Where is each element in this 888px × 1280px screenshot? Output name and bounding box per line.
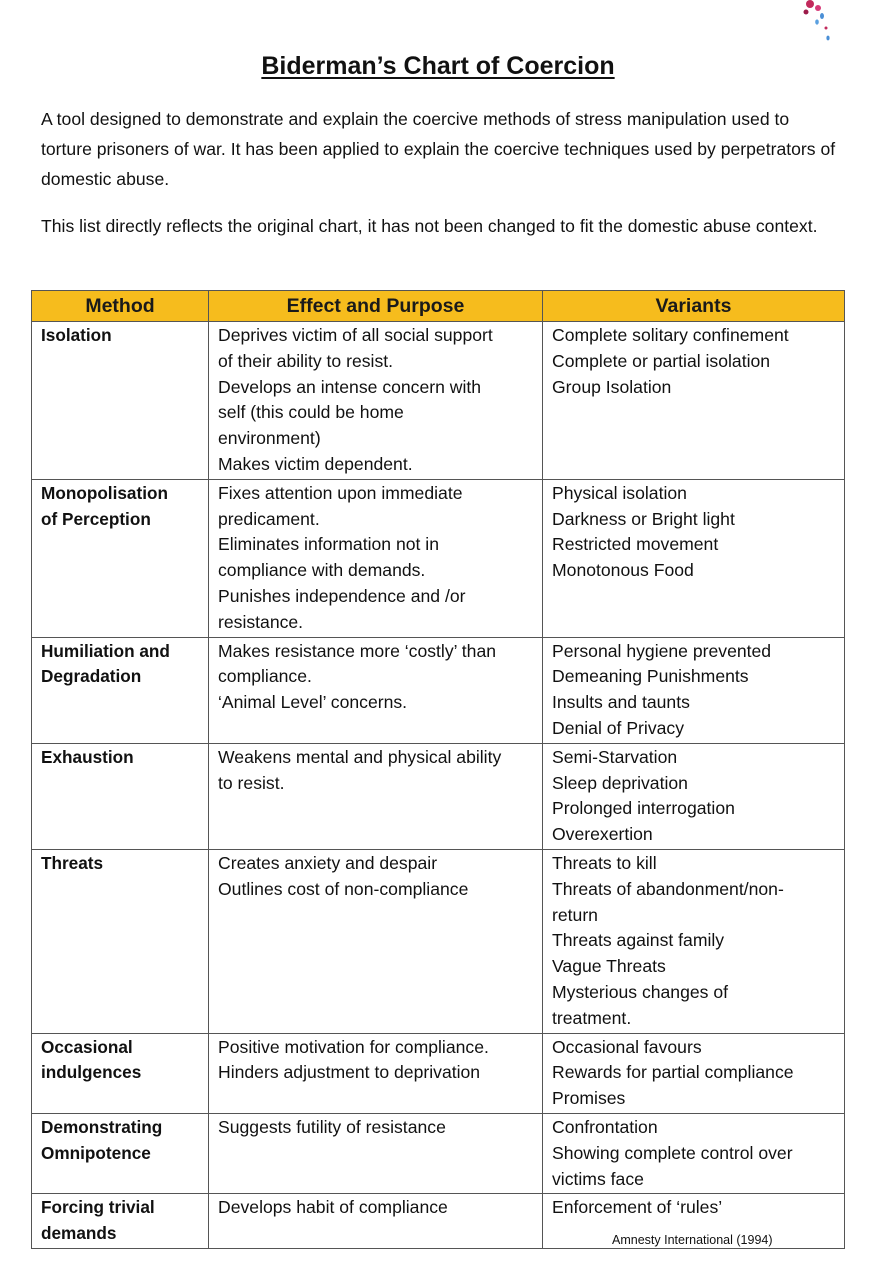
effect-cell [209, 479, 543, 637]
effect-line: Develops an intense concern with [218, 376, 482, 397]
variants-line: Overexertion [552, 824, 653, 845]
table-row [32, 322, 845, 480]
table-body [32, 322, 845, 1249]
variants-line: Threats against family [552, 930, 725, 951]
effect-line: compliance. [218, 666, 312, 687]
context-note: This list directly reflects the original chart, it has not been changed to fit the domestic abuse context. [41, 216, 818, 236]
variants-line: Semi-Starvation [552, 746, 678, 767]
effect-line: compliance with demands. [218, 560, 426, 581]
variants-line: Restricted movement [552, 534, 719, 555]
method-cell [32, 743, 209, 849]
variants-cell [543, 1033, 845, 1113]
floral-decoration-icon [788, 0, 848, 50]
method-cell [32, 479, 209, 637]
variants-line: Enforcement of ‘rules’ [552, 1197, 723, 1218]
table-row [32, 743, 845, 849]
effect-cell [209, 743, 543, 849]
variants-line: Darkness or Bright light [552, 508, 735, 529]
coercion-chart-table [31, 290, 845, 1249]
variants-line: Threats of abandonment/non- [552, 878, 784, 899]
variants-line: Vague Threats [552, 956, 666, 977]
effect-line: Makes resistance more ‘costly’ than [218, 640, 497, 661]
effect-line: Creates anxiety and despair [218, 852, 438, 873]
effect-line: Punishes independence and /or [218, 585, 466, 606]
effect-line: Hinders adjustment to deprivation [218, 1062, 481, 1083]
table-row [32, 479, 845, 637]
header-effect-and-purpose: Effect and Purpose [209, 291, 543, 322]
effect-line: resistance. [218, 611, 304, 632]
effect-line: Fixes attention upon immediate [218, 482, 463, 503]
variants-line: treatment. [552, 1007, 632, 1028]
effect-cell [209, 1113, 543, 1193]
variants-line: Demeaning Punishments [552, 666, 749, 687]
method-line: demands [41, 1223, 117, 1244]
variants-line: Complete solitary confinement [552, 325, 789, 345]
effect-line: Develops habit of compliance [218, 1197, 448, 1218]
variants-line: Complete or partial isolation [552, 350, 771, 371]
variants-line: Denial of Privacy [552, 717, 685, 738]
effect-line: Suggests futility of resistance [218, 1116, 446, 1137]
effect-line: ‘Animal Level’ concerns. [218, 692, 408, 713]
effect-cell [209, 1194, 543, 1249]
source-citation: Amnesty International (1994) [612, 1233, 773, 1247]
table-row [32, 849, 845, 1033]
effect-line: predicament. [218, 508, 320, 529]
variants-line: Mysterious changes of [552, 981, 729, 1002]
method-line: Degradation [41, 666, 142, 687]
variants-line: return [552, 904, 598, 925]
method-line: Isolation [41, 325, 112, 345]
table-row [32, 1113, 845, 1193]
variants-line: Confrontation [552, 1116, 658, 1137]
effect-line: to resist. [218, 772, 285, 793]
effect-cell [209, 322, 543, 480]
variants-line: Occasional favours [552, 1036, 702, 1057]
document-title: Biderman’s Chart of Coercion [261, 52, 615, 80]
method-cell [32, 849, 209, 1033]
effect-line: environment) [218, 428, 321, 449]
method-cell [32, 1033, 209, 1113]
method-line: indulgences [41, 1062, 142, 1083]
method-cell [32, 322, 209, 480]
method-line: Occasional [41, 1036, 133, 1057]
variants-line: Group Isolation [552, 376, 672, 397]
header-variants: Variants [543, 291, 845, 322]
method-line: Forcing trivial [41, 1197, 155, 1218]
intro-paragraph: A tool designed to demonstrate and explain the coercive methods of stress manipulation used to torture prisoners of war. It has been applied to explain the coercive techniques used by perpetrators of domestic abuse. [41, 109, 836, 189]
variants-line: Insults and taunts [552, 692, 690, 713]
method-cell [32, 1194, 209, 1249]
method-line: Demonstrating [41, 1116, 163, 1137]
variants-cell [543, 849, 845, 1033]
effect-cell [209, 637, 543, 743]
method-line: Monopolisation [41, 482, 168, 503]
method-cell [32, 637, 209, 743]
method-cell [32, 1113, 209, 1193]
method-line: Humiliation and [41, 640, 170, 661]
variants-line: Personal hygiene prevented [552, 640, 772, 661]
variants-line: Sleep deprivation [552, 772, 688, 793]
variants-cell [543, 637, 845, 743]
variants-line: Monotonous Food [552, 560, 694, 581]
variants-line: Promises [552, 1088, 626, 1109]
table-header-row [32, 291, 845, 322]
variants-cell [543, 479, 845, 637]
effect-line: Positive motivation for compliance. [218, 1036, 489, 1057]
effect-cell [209, 849, 543, 1033]
method-line: Exhaustion [41, 746, 134, 767]
variants-line: victims face [552, 1168, 644, 1189]
variants-cell [543, 743, 845, 849]
table-row [32, 1033, 845, 1113]
effect-line: self (this could be home [218, 402, 404, 423]
header-method: Method [32, 291, 209, 322]
effect-line: Makes victim dependent. [218, 453, 413, 474]
variants-line: Showing complete control over [552, 1142, 793, 1163]
variants-line: Threats to kill [552, 852, 657, 873]
effect-line: Weakens mental and physical ability [218, 746, 502, 767]
table-row [32, 637, 845, 743]
effect-line: Outlines cost of non-compliance [218, 878, 469, 899]
method-line: Omnipotence [41, 1142, 151, 1163]
effect-line: Eliminates information not in [218, 534, 440, 555]
effect-line: of their ability to resist. [218, 350, 394, 371]
variants-line: Rewards for partial compliance [552, 1062, 794, 1083]
effect-cell [209, 1033, 543, 1113]
variants-cell [543, 1113, 845, 1193]
method-line: of Perception [41, 508, 151, 529]
variants-line: Prolonged interrogation [552, 798, 735, 819]
variants-cell [543, 322, 845, 480]
method-line: Threats [41, 852, 104, 873]
effect-line: Deprives victim of all social support [218, 325, 493, 345]
variants-line: Physical isolation [552, 482, 687, 503]
